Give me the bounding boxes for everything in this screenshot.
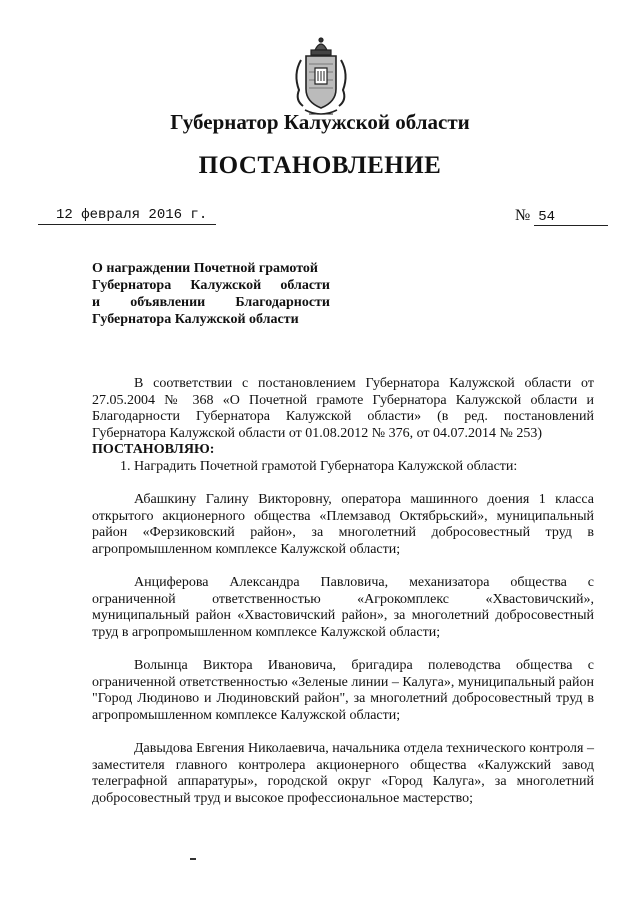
document-type-title: ПОСТАНОВЛЕНИЕ xyxy=(198,152,442,179)
subject-line: и объявлении Благодарности xyxy=(92,295,330,310)
document-date: 12 февраля 2016 г. xyxy=(38,207,216,225)
awardee-paragraph: Абашкину Галину Викторовну, оператора машинного доения 1 класса открытого акционерного общества «Племзавод Октябрьский», муниципальный район «Ферзиковский район», за многолетний добросовестный труд в агропромышленном комплексе Калужской области; xyxy=(92,492,594,557)
document-body xyxy=(92,376,594,807)
preamble-paragraph: В соответствии с постановлением Губернатора Калужской области от 27.05.2004 № 368 «О Почетной грамоте Губернатора Калужской области и Благодарности Губернатора Калужской области» (в ред. постановлений Губернатора Калужской области от 01.08.2012 № 376, от 04.07.2014 № 253) xyxy=(92,376,594,441)
subject-line: Губернатора Калужской области xyxy=(92,312,299,327)
document-subject xyxy=(92,260,330,328)
document-number: 54 xyxy=(534,209,608,226)
document-number-field xyxy=(515,207,608,226)
subject-line: Губернатора Калужской области xyxy=(92,278,330,293)
number-sign: № xyxy=(515,207,531,224)
awardee-paragraph: Анциферова Александра Павловича, механизатора общества с ограниченной ответственностью «Агрокомплекс «Хвастовичский», муниципальный район «Хвастовичский район», за многолетний добросовестный труд в агропромышленном комплексе Калужской области; xyxy=(92,575,594,640)
awardee-paragraph: Волынца Виктора Ивановича, бригадира полеводства общества с ограниченной ответственностью «Зеленые линии – Калуга», муниципальный район "Город Людиново и Людиновский район", за многолетний добросовестный труд в агропромышленном комплексе Калужской области; xyxy=(92,658,594,723)
decree-heading: ПОСТАНОВЛЯЮ: xyxy=(92,442,215,457)
clause-1: 1. Наградить Почетной грамотой Губернатора Калужской области: xyxy=(120,458,518,474)
awardee-paragraph: Давыдова Евгения Николаевича, начальника отдела технического контроля – заместителя главного контролера акционерного общества «Калужский завод телеграфной аппаратуры», городской округ «Город Калуга», за многолетний добросовестный труд и высокое профессиональное мастерство; xyxy=(92,741,594,806)
subject-line: О награждении Почетной грамотой xyxy=(92,261,318,276)
issuing-authority: Губернатор Калужской области xyxy=(170,110,470,134)
scan-mark xyxy=(190,858,196,860)
